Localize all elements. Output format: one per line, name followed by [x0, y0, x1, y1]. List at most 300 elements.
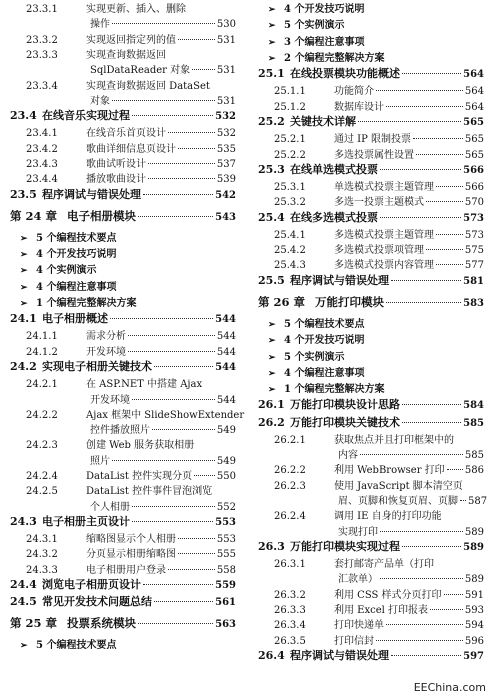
dot-leader	[360, 453, 463, 455]
page-number: 539	[216, 174, 236, 186]
page-number: 573	[463, 212, 484, 224]
subsection-entry	[258, 146, 484, 161]
page-number: 566	[464, 182, 484, 193]
section-entry	[10, 358, 236, 374]
entry-title: 多选投票属性设置	[334, 149, 414, 161]
entry-title: 4 个编程注意事项	[36, 281, 117, 293]
entry-title: 投票系统模块	[67, 616, 137, 631]
dot-leader	[132, 505, 215, 507]
section-entry	[10, 107, 236, 123]
dot-leader	[402, 72, 461, 74]
entry-title: 数据库设计	[334, 101, 384, 113]
entry-title: DataList 控件实现分页	[86, 471, 193, 482]
entry-title: SqlDataReader 对象	[90, 65, 191, 77]
entry-title: 多选模式投票主题管理	[334, 229, 434, 241]
section-entry	[258, 113, 484, 129]
page-number: 550	[216, 471, 236, 482]
entry-number: 24.3.2	[26, 549, 58, 561]
page-number: 566	[463, 164, 484, 176]
dot-leader	[112, 22, 215, 24]
toc-continuation-line	[338, 492, 488, 507]
entry-number: 26.2.3	[274, 480, 306, 492]
dot-leader	[460, 499, 466, 501]
entry-title: 2 个编程完整解决方案	[284, 52, 385, 64]
entry-title: 电子相册主页设计	[42, 514, 130, 528]
entry-number: 23.3.2	[26, 34, 58, 46]
entry-title: 在线投票模块功能概述	[290, 67, 400, 81]
dot-leader	[358, 120, 461, 122]
dot-leader	[152, 428, 215, 430]
section-entry	[258, 414, 484, 430]
arrow-bullet-icon: ➢	[268, 53, 276, 64]
subsection-entry	[258, 226, 484, 241]
subsection-entry	[258, 507, 484, 522]
subsection-entry	[10, 0, 236, 15]
feature-bullet	[10, 261, 236, 276]
page-number: 544	[216, 331, 236, 343]
page-number: 575	[464, 245, 484, 257]
section-entry	[258, 538, 484, 554]
arrow-bullet-icon: ➢	[268, 336, 276, 347]
dot-leader	[128, 350, 215, 352]
entry-number: 24.2.2	[26, 409, 58, 421]
subsection-entry	[10, 545, 236, 560]
entry-number: 24.3	[10, 514, 37, 528]
entry-title: 歌曲详细信息页设计	[86, 143, 176, 155]
arrow-bullet-icon: ➢	[268, 368, 276, 379]
dot-leader	[402, 545, 461, 547]
feature-bullet	[258, 380, 484, 395]
page-number: 565	[464, 149, 484, 161]
dot-leader	[380, 216, 461, 218]
page-number: 589	[464, 526, 484, 538]
feature-bullet	[10, 245, 236, 260]
entry-number: 25.1	[258, 67, 285, 81]
section-entry	[10, 593, 236, 609]
dot-leader	[444, 593, 463, 595]
subsection-entry	[258, 431, 484, 446]
entry-title: 通过 IP 限制投票	[334, 134, 412, 146]
dot-leader	[436, 185, 463, 187]
dot-leader	[143, 583, 213, 585]
dot-leader	[386, 301, 461, 303]
dot-leader	[143, 193, 213, 195]
entry-title: 5 个实例演示	[284, 20, 345, 32]
entry-title: 万能打印模块实现过程	[290, 539, 400, 553]
dot-leader	[376, 89, 463, 91]
section-entry	[258, 272, 484, 288]
dot-leader	[178, 552, 215, 554]
toc-continuation-line	[338, 523, 484, 538]
entry-title: 电子相册概述	[42, 312, 108, 326]
entry-title: 多选模式投票内容管理	[334, 260, 434, 272]
entry-title: 控件播放照片	[90, 425, 150, 437]
page-number: 544	[215, 314, 236, 326]
subsection-entry	[258, 193, 484, 208]
feature-bullet	[258, 16, 484, 31]
subsection-entry	[258, 82, 484, 97]
page-number: 553	[215, 516, 236, 528]
entry-title: 5 个实例演示	[284, 351, 345, 363]
entry-number: 26.2.1	[274, 434, 306, 446]
entry-title: 单选模式投票主题管理	[334, 182, 434, 193]
section-entry	[10, 576, 236, 592]
dot-leader	[376, 639, 463, 641]
dot-leader	[402, 403, 461, 405]
entry-number: 24.2	[10, 360, 37, 373]
feature-bullet	[258, 49, 484, 64]
entry-number: 24.5	[10, 595, 37, 609]
subsection-entry	[10, 170, 236, 185]
entry-title: 4 个开发技巧说明	[284, 335, 365, 347]
entry-title: 实现查询数据返回	[86, 49, 166, 61]
entry-title: 实现电子相册关键技术	[42, 360, 152, 373]
feature-bullet	[10, 278, 236, 293]
page-number: 552	[216, 501, 236, 513]
arrow-bullet-icon: ➢	[20, 250, 28, 260]
subsection-entry	[10, 530, 236, 545]
page-number: 532	[216, 128, 236, 140]
entry-number: 25.2	[258, 115, 285, 128]
arrow-bullet-icon: ➢	[268, 319, 276, 330]
entry-title: 程序调试与错误处理	[290, 648, 389, 662]
entry-number: 25.2.1	[274, 134, 306, 146]
dot-leader	[112, 99, 215, 101]
feature-bullet	[258, 364, 484, 379]
page-number: 544	[215, 362, 236, 373]
entry-number: 24.2.1	[26, 379, 58, 391]
entry-title: 电子相册用户登录	[86, 564, 166, 576]
dot-leader	[391, 279, 461, 281]
entry-number: 24.2.3	[26, 440, 58, 452]
feature-bullet	[10, 294, 236, 309]
entry-number: 26.2.2	[274, 465, 306, 477]
entry-title: 3 个编程注意事项	[284, 36, 365, 48]
dot-leader	[138, 622, 213, 624]
entry-title: 利用 Excel 打印报表	[334, 605, 429, 616]
dot-leader	[132, 398, 215, 400]
dot-leader	[178, 147, 215, 149]
page-number: 577	[464, 260, 484, 272]
dot-leader	[380, 530, 463, 532]
subsection-entry	[10, 31, 236, 46]
entry-title: 打印信封	[334, 635, 374, 647]
entry-title: 照片	[90, 455, 110, 467]
entry-title: 5 个编程技术要点	[36, 640, 117, 652]
page-number: 570	[464, 197, 484, 209]
page-number: 563	[215, 619, 236, 631]
subsection-entry	[10, 467, 236, 482]
entry-title: 常见开发技术问题总结	[42, 595, 152, 609]
entry-title: 4 个实例演示	[36, 265, 97, 277]
dot-leader	[128, 334, 215, 336]
chapter-heading	[10, 615, 236, 631]
entry-title: 开发环境	[86, 346, 126, 358]
page-number: 585	[463, 417, 484, 429]
section-entry	[10, 310, 236, 326]
entry-title: 4 个开发技巧说明	[36, 249, 117, 260]
entry-number: 23.4	[10, 109, 37, 123]
subsection-entry	[10, 406, 245, 421]
toc-continuation-line	[90, 61, 236, 76]
entry-number: 24.3.3	[26, 564, 58, 576]
entry-number: 24.2.5	[26, 486, 58, 498]
arrow-bullet-icon: ➢	[20, 298, 28, 309]
entry-title: 多选模式投票项管理	[334, 245, 424, 257]
entry-number: 24.1.2	[26, 346, 58, 358]
feature-bullet	[258, 348, 484, 363]
entry-title: 缩略图显示个人相册	[86, 534, 176, 546]
subsection-entry	[258, 178, 484, 193]
entry-title: 分页显示相册缩略图	[86, 549, 176, 561]
toc-right-column	[258, 0, 488, 696]
entry-title: 对象	[90, 95, 110, 107]
entry-title: 套打邮寄产品单（打印	[334, 559, 434, 571]
page-number: 573	[464, 229, 484, 241]
dot-leader	[380, 168, 461, 170]
page-number: 581	[463, 275, 484, 287]
entry-title: 获取焦点并且打印框架中的	[334, 434, 454, 446]
page-number: 537	[216, 158, 236, 170]
page-number: 553	[216, 534, 236, 546]
entry-title: 歌曲试听设计	[86, 158, 146, 170]
page-number: 530	[216, 19, 236, 31]
dot-leader	[413, 137, 463, 139]
entry-number: 24.4	[10, 578, 37, 591]
page-number: 531	[216, 65, 236, 77]
dot-leader	[112, 459, 215, 461]
subsection-entry	[258, 241, 484, 256]
entry-number: 24.1	[10, 312, 37, 326]
entry-number: 26.4	[258, 648, 285, 662]
dot-leader	[426, 248, 463, 250]
subsection-entry	[258, 555, 484, 570]
entry-title: 开发环境	[90, 394, 130, 406]
entry-title: 在线单选模式投票	[290, 162, 378, 176]
arrow-bullet-icon: ➢	[268, 37, 276, 48]
entry-title: 创建 Web 服务获取相册	[86, 440, 195, 452]
entry-title: 利用 CSS 样式分页打印	[334, 589, 442, 601]
subsection-entry	[10, 436, 236, 451]
dot-leader	[132, 114, 213, 116]
entry-title: 多选一投票主题模式	[334, 197, 424, 209]
toc-continuation-line	[90, 92, 236, 107]
entry-title: 使用 JavaScript 脚本清空页	[334, 480, 463, 492]
page-number: 565	[463, 117, 484, 128]
entry-number: 24.1.1	[26, 331, 58, 343]
entry-title: 个人相册	[90, 501, 130, 513]
dot-leader	[391, 654, 461, 656]
dot-leader	[178, 38, 215, 40]
page-number: 559	[215, 580, 236, 591]
section-entry	[258, 396, 484, 412]
entry-number: 25.1.2	[274, 101, 306, 113]
page-number: 565	[464, 134, 484, 146]
entry-title: DataList 控件事件冒泡浏览	[86, 486, 213, 498]
dot-leader	[447, 468, 463, 470]
toc-continuation-line	[90, 452, 236, 467]
dot-leader	[148, 162, 215, 164]
dot-leader	[430, 608, 463, 610]
section-entry	[10, 513, 236, 529]
entry-number: 23.4.2	[26, 143, 58, 155]
page-number: 597	[463, 650, 484, 662]
dot-leader	[436, 263, 463, 265]
page-number: 564	[463, 69, 484, 81]
page-number: 558	[216, 564, 236, 576]
entry-title: 4 个编程注意事项	[284, 367, 365, 379]
dot-leader	[148, 177, 215, 179]
page-number: 549	[216, 425, 236, 437]
toc-left-column	[10, 0, 245, 696]
subsection-entry	[10, 46, 236, 61]
feature-bullet	[258, 0, 484, 15]
arrow-bullet-icon: ➢	[268, 5, 276, 15]
dot-leader	[436, 233, 463, 235]
page-number: 564	[464, 86, 484, 98]
entry-title: 调用 IE 自身的打印功能	[334, 511, 442, 523]
dot-leader	[132, 520, 213, 522]
entry-number: 25.3	[258, 162, 285, 176]
dot-leader	[386, 105, 463, 107]
page-number: 535	[216, 143, 236, 155]
page-number: 549	[216, 455, 236, 467]
entry-title: 5 个编程技术要点	[284, 318, 365, 330]
section-entry	[10, 186, 236, 202]
dot-leader	[168, 131, 215, 133]
entry-title: 在线音乐实现过程	[42, 109, 130, 123]
entry-title: 4 个开发技巧说明	[284, 4, 365, 15]
dot-leader	[154, 600, 213, 602]
toc-continuation-line	[90, 15, 236, 30]
entry-number: 第 25 章	[10, 616, 58, 631]
subsection-entry	[258, 477, 484, 492]
page-number: 589	[463, 541, 484, 553]
entry-title: 在线多选模式投票	[290, 210, 378, 224]
entry-title: 电子相册模块	[67, 208, 137, 223]
entry-number: 25.3.1	[274, 182, 306, 193]
entry-number: 26.3.2	[274, 589, 306, 601]
subsection-entry	[258, 586, 484, 601]
arrow-bullet-icon: ➢	[268, 21, 276, 32]
entry-title: 眉、页脚和恢复页眉、页脚	[338, 496, 458, 507]
toc-continuation-line	[90, 498, 236, 513]
page-number: 584	[463, 400, 484, 412]
entry-number: 24.2.4	[26, 471, 58, 482]
entry-title: 实现返回指定列的值	[86, 34, 176, 46]
dot-leader	[138, 215, 213, 217]
page-number: 531	[216, 34, 236, 46]
site-watermark: EEChina.com	[413, 681, 486, 694]
page-number: 587	[468, 496, 488, 507]
page-number: 593	[464, 605, 484, 616]
section-entry	[258, 65, 484, 81]
subsection-entry	[10, 124, 236, 139]
page-number: 561	[215, 597, 236, 609]
entry-title: 实现查询数据返回 DataSet	[86, 80, 210, 92]
entry-title: 万能打印模块	[315, 294, 385, 309]
subsection-entry	[258, 130, 484, 145]
entry-title: 需求分析	[86, 331, 126, 343]
toc-continuation-line	[338, 446, 484, 461]
dot-leader	[386, 623, 463, 625]
entry-number: 25.4.1	[274, 229, 306, 241]
subsection-entry	[10, 77, 236, 92]
entry-number: 25.4	[258, 210, 285, 224]
entry-title: 关键技术详解	[290, 115, 356, 128]
entry-title: 浏览电子相册页设计	[42, 578, 141, 591]
arrow-bullet-icon: ➢	[268, 385, 276, 396]
arrow-bullet-icon: ➢	[20, 282, 28, 293]
dot-leader	[426, 200, 463, 202]
dot-leader	[154, 365, 213, 367]
feature-bullet	[258, 331, 484, 346]
toc-continuation-line	[90, 421, 236, 436]
subsection-entry	[258, 256, 484, 271]
entry-number: 23.3.3	[26, 49, 58, 61]
entry-title: 在线音乐首页设计	[86, 128, 166, 140]
entry-title: 功能简介	[334, 86, 374, 98]
entry-number: 25.2.2	[274, 149, 306, 161]
page-number: 532	[215, 111, 236, 123]
entry-number: 26.2	[258, 415, 285, 429]
entry-number: 23.3.1	[26, 4, 58, 15]
subsection-entry	[10, 482, 236, 497]
entry-title: 程序调试与错误处理	[42, 187, 141, 201]
entry-number: 第 26 章	[258, 294, 306, 309]
subsection-entry	[258, 98, 484, 113]
dot-leader	[194, 474, 215, 476]
page-number: 555	[216, 549, 236, 561]
entry-number: 23.4.3	[26, 158, 58, 170]
dot-leader	[110, 317, 213, 319]
page-number: 585	[464, 450, 484, 462]
entry-number: 23.3.4	[26, 80, 58, 92]
entry-number: 25.4.2	[274, 245, 306, 257]
feature-bullet	[10, 229, 236, 244]
feature-bullet	[10, 636, 236, 651]
subsection-entry	[258, 461, 484, 476]
entry-title: 程序调试与错误处理	[290, 273, 389, 287]
entry-number: 25.1.1	[274, 86, 306, 98]
entry-title: 播放歌曲设计	[86, 174, 146, 186]
entry-number: 23.5	[10, 187, 37, 201]
page-number: 594	[464, 620, 484, 632]
entry-title: 实现更新、插入、删除	[86, 4, 186, 15]
entry-title: 5 个编程技术要点	[36, 232, 117, 244]
entry-number: 24.3.1	[26, 534, 58, 546]
page-number: 586	[464, 465, 484, 477]
entry-title: 操作	[90, 19, 110, 31]
subsection-entry	[10, 561, 236, 576]
entry-number: 26.3.4	[274, 620, 306, 632]
entry-title: 万能打印模块关键技术	[290, 415, 400, 429]
entry-number: 26.3	[258, 539, 285, 553]
page-number: 544	[216, 394, 236, 406]
dot-leader	[192, 68, 215, 70]
entry-title: 在 ASP.NET 中搭建 Ajax	[86, 379, 203, 391]
page-number: 583	[463, 297, 484, 309]
feature-bullet	[258, 33, 484, 48]
subsection-entry	[10, 155, 236, 170]
page-number: 564	[464, 101, 484, 113]
entry-title: Ajax 框架中 SlideShowExtender	[86, 409, 245, 421]
entry-number: 26.3.5	[274, 635, 306, 647]
entry-number: 23.4.1	[26, 128, 58, 140]
subsection-entry	[10, 140, 236, 155]
page-number: 544	[216, 346, 236, 358]
entry-title: 汇款单）	[338, 574, 378, 586]
